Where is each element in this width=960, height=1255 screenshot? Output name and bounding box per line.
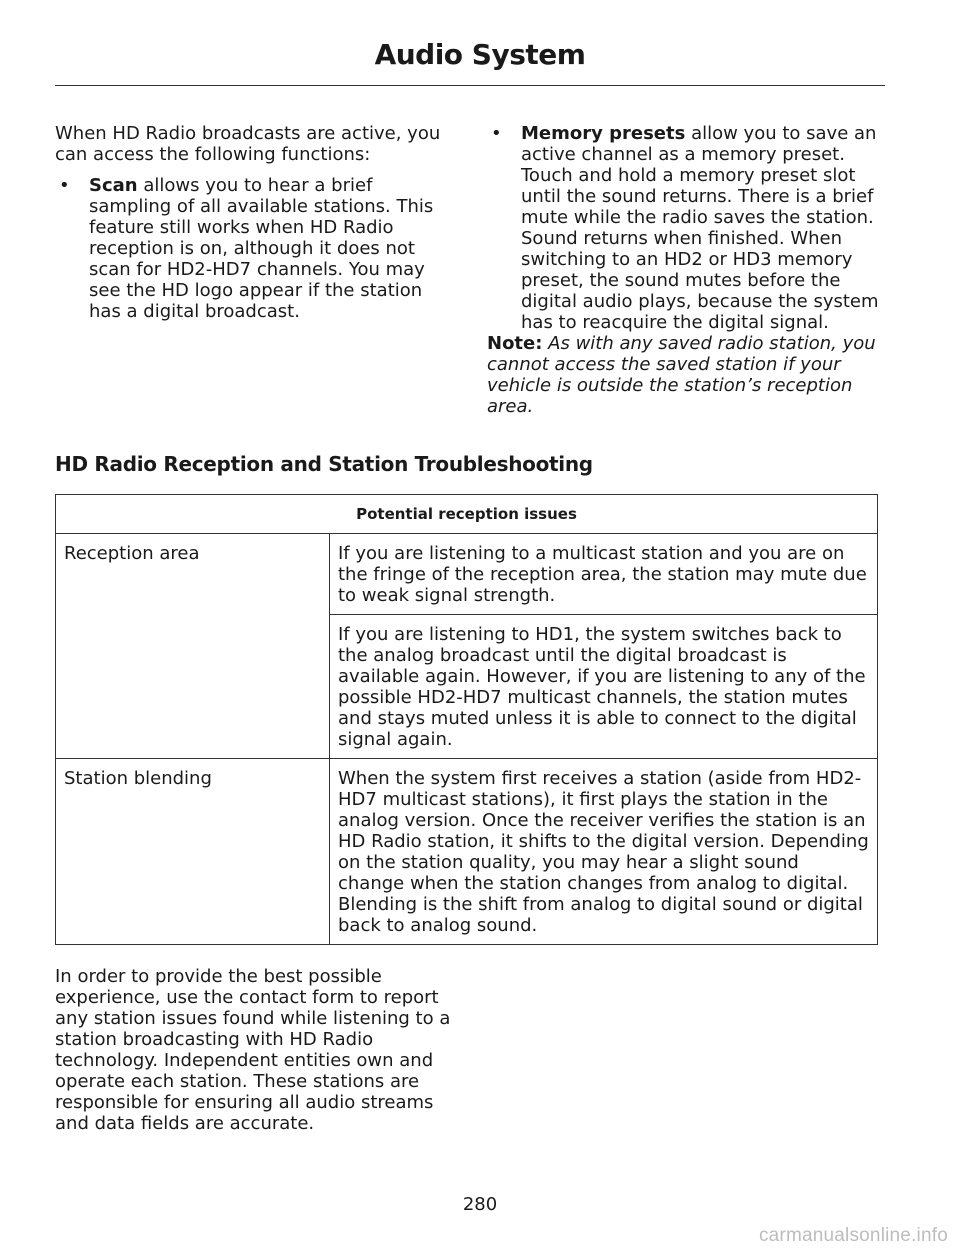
bullet-text: allows you to hear a brief sampling of all available stations. This feature still works when HD Radio reception is on, although it does not scan for HD2-HD7 channels. You may see the HD logo appear if the station has a digital broadcast.: [89, 175, 434, 322]
note-text: As with any saved radio station, you cannot access the saved station if your vehicle is outside the station’s reception area.: [487, 333, 876, 417]
table-cell-label: Station blending: [56, 759, 330, 945]
contact-paragraph: In order to provide the best possible experience, use the contact form to report any station issues found while listening to a station broadcasting with HD Radio technology. Independent entities own and operate each station. These stations are responsible for ensuring all audio streams and data fields are accurate.: [55, 966, 451, 1134]
note-label: Note:: [487, 333, 543, 354]
intro-paragraph: When HD Radio broadcasts are active, you can access the following functions:: [55, 123, 441, 165]
left-column: [55, 123, 448, 322]
table-header: Potential reception issues: [56, 495, 878, 534]
page-number: 280: [462, 1194, 498, 1215]
table-cell-description: If you are listening to a multicast station and you are on the fringe of the reception area, the station may mute due to weak signal strength.: [330, 534, 878, 615]
table-header-row: [56, 495, 878, 534]
bullet-item-memory-presets: [487, 123, 880, 333]
bullet-item-scan: [55, 175, 448, 322]
section-heading: HD Radio Reception and Station Troubleshooting: [55, 452, 593, 476]
header-divider: [55, 85, 885, 86]
table-cell-label: Reception area: [56, 534, 330, 759]
right-column: [487, 123, 880, 417]
watermark: carmanualsonline.info: [758, 1225, 948, 1246]
table-cell-description: When the system first receives a station (aside from HD2-HD7 multicast stations), it first plays the station in the analog version. Once the receiver verifies the station is an HD Radio station, it shifts to the digital version. Depending on the station quality, you may hear a slight sound change when the station changes from analog to digital. Blending is the shift from analog to digital sound or digital back to analog sound.: [330, 759, 878, 945]
bullet-icon: •: [491, 123, 502, 144]
bullet-text: allow you to save an active channel as a memory preset. Touch and hold a memory preset slot until the sound returns. There is a brief mute while the radio saves the station. Sound returns when finished. When switching to an HD2 or HD3 memory preset, the sound mutes before the digital audio plays, because the system has to reacquire the digital signal.: [521, 123, 879, 333]
bullet-term: Memory presets: [521, 123, 686, 144]
bullet-term: Scan: [89, 175, 138, 196]
note-paragraph: [487, 333, 880, 417]
reception-issues-table: [55, 494, 878, 945]
table-cell-description: If you are listening to HD1, the system switches back to the analog broadcast until the digital broadcast is available again. However, if you are listening to any of the possible HD2-HD7 multicast channels, the station mutes and stays muted unless it is able to connect to the digital signal again.: [330, 615, 878, 759]
page-title: Audio System: [374, 38, 586, 71]
bullet-icon: •: [59, 175, 70, 196]
table-row: [56, 534, 878, 615]
table-row: [56, 759, 878, 945]
